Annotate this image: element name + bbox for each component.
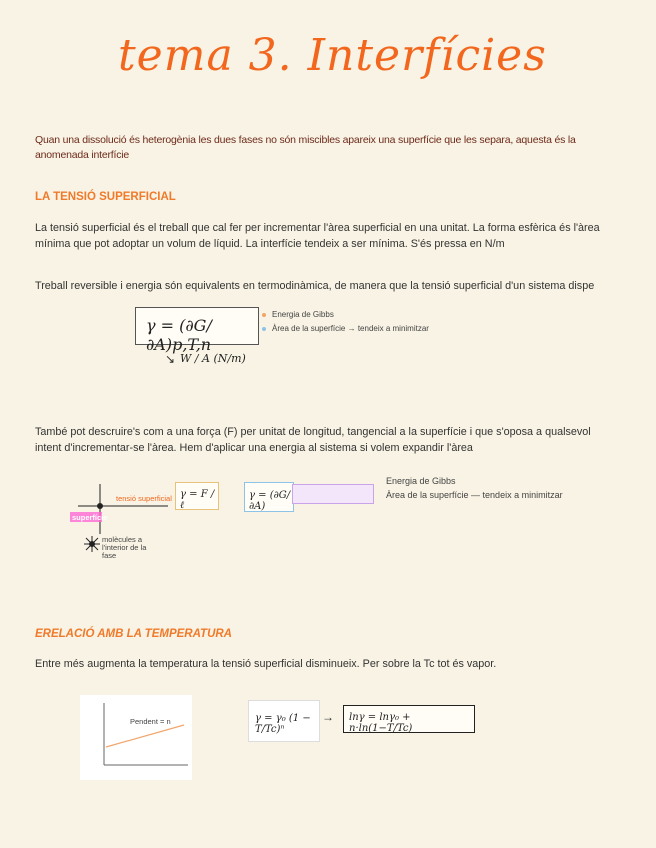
formula-work-area: W / A (N/m) <box>180 352 246 365</box>
legend-gibbs-2 <box>386 474 563 502</box>
paragraph-temperature: Entre més augmenta la temperatura la tensió superficial disminueix. Per sobre la Tc tot és vapor. <box>35 658 497 670</box>
formula-box-gibbs-2 <box>244 482 294 512</box>
bullet-icon <box>262 327 266 331</box>
legend-label: Àrea de la superfície — tendeix a minimitzar <box>386 490 563 500</box>
formula-box-temperature <box>248 700 320 742</box>
bullet-icon <box>262 313 266 317</box>
paragraph-thermodynamics: Treball reversible i energia són equivalents en termodinàmica, de manera que la tensió superficial d'un sistema dispe <box>35 280 595 292</box>
sketch-label-tension: tensió superficial <box>116 494 172 503</box>
section-heading-surface-tension: LA TENSIÓ SUPERFICIAL <box>35 191 176 203</box>
legend-label: Energia de Gibbs <box>386 476 456 486</box>
formula-box-gibbs <box>135 307 259 354</box>
legend-gibbs-1 <box>262 310 429 333</box>
legend-label: Energia de Gibbs <box>272 310 334 319</box>
arrow-right-icon: → <box>322 710 334 724</box>
arrow-icon: ↘ <box>165 352 176 366</box>
formula-gibbs-2: γ = (∂G/∂A) <box>249 490 291 512</box>
formula-force: γ = F / ℓ <box>180 489 215 511</box>
formula-temperature: γ = γ₀ (1 − T/Tc)ⁿ <box>255 713 311 735</box>
intro-paragraph: Quan una dissolució és heterogènia les dues fases no són miscibles apareix una superfície que les separa, aquesta és la anomenada interfície <box>35 134 576 161</box>
legend-label: Àrea de la superfície → tendeix a minimitzar <box>272 324 429 333</box>
page-title: tema 3. Interfícies <box>118 30 547 81</box>
formula-box-force <box>175 482 219 510</box>
annotation-box <box>292 484 374 504</box>
formula-gibbs: γ = (∂G/∂A)p,T,n <box>146 316 212 354</box>
sketch-label-surface: superfície <box>72 513 108 522</box>
sketch-label-molecules: molècules a l'interior de la fase <box>102 535 147 560</box>
temperature-plot <box>80 695 192 780</box>
section-heading-temperature: ERELACIÓ AMB LA TEMPERATURA <box>35 628 232 640</box>
plot-slope-label: Pendent = n <box>130 717 171 726</box>
formula-log: lnγ = lnγ₀ + n·ln(1−T/Tc) <box>349 712 413 734</box>
paragraph-definition: La tensió superficial és el treball que cal fer per incrementar l'àrea superficial en una unitat. La forma esfèrica és l'àrea mínima que pot adoptar un volum de líquid. La interfície tendeix a ser mínima. S'és pressa en N/m <box>35 222 600 250</box>
paragraph-force: També pot descruire's com a una força (F) per unitat de longitud, tangencial a la superfície i que s'oposa a qualsevol intent d'incrementar-se l'àrea. Hem d'aplicar una energia al sistema si volem expandir l'àrea <box>35 426 591 454</box>
formula-box-log <box>343 705 475 733</box>
